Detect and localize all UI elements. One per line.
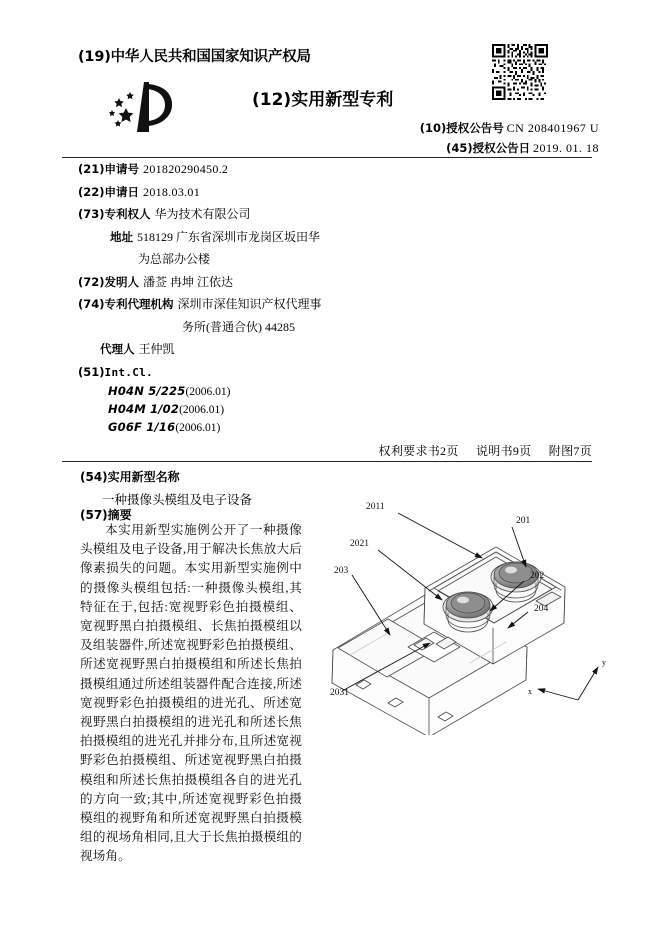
application-number-code: (21) [78, 162, 105, 176]
application-number-value: 201820290450.2 [143, 162, 229, 176]
cnipa-emblem-icon [103, 78, 179, 136]
patentee-value: 华为技术有限公司 [154, 207, 251, 221]
address-row-1 [78, 229, 498, 245]
abstract-label: 摘要 [107, 508, 132, 522]
ipc-version: (2006.01) [175, 421, 221, 434]
camera-module-figure [330, 495, 630, 735]
publication-date-line [446, 140, 599, 156]
issuing-office-line: (19)中华人民共和国国家知识产权局 [78, 49, 311, 65]
agency-row-2 [78, 319, 498, 335]
abstract-divider [62, 461, 592, 462]
title-heading-row [80, 468, 370, 485]
publication-date-code: (45) [446, 141, 473, 155]
ipc-symbol: H04M 1/02 [108, 401, 180, 416]
application-date-code: (22) [78, 184, 105, 199]
ipc-code: (51) [78, 364, 105, 379]
publication-number-code: (10) [419, 121, 447, 135]
publication-number-line [420, 120, 599, 136]
ipc-label: Int.Cl. [104, 365, 153, 379]
agency-line-2: 务所(普通合伙) 44285 [182, 319, 295, 334]
header-divider [62, 157, 592, 158]
publication-number-value: CN 208401967 U [506, 121, 599, 135]
invention-title: 一种摄像头模组及电子设备 [102, 493, 253, 507]
page-counts-line [365, 442, 592, 459]
callout-2011: 2011 [366, 502, 385, 512]
callout-204: 204 [534, 604, 549, 614]
abstract-text: 本实用新型实施例公开了一种摄像头模组及电子设备,用于解决长焦放大后像素损失的问题。本实用新型实施例中的摄像头模组包括:一种摄像头模组,其特征在于,包括:宽视野彩色拍摄模组、宽视野黑白拍摄模组、长焦拍摄模组以及组装器件,所述宽视野彩色拍摄模组、所述宽视野黑白拍摄模组和所述长焦拍摄模组通过所述组装器件配合连接,所述宽视野彩色拍摄模组的进光孔、所述宽视野黑白拍摄模组的进光孔和所述长焦拍摄模组的进光孔并排分布,且所述宽视野彩色拍摄模组、所述宽视野黑白拍摄模组和所述长焦拍摄模组各自的进光孔的方向一致;其中,所述宽视野彩色拍摄模组的视野角和所述宽视野黑白拍摄模组的视场角相同,且大于长焦拍摄模组的视场角。 [80, 523, 302, 864]
qr-code-icon [492, 44, 548, 100]
application-number-label: 申请号 [104, 162, 140, 176]
publication-date-label: 授权公告日 [472, 141, 531, 155]
agency-code: (74) [78, 297, 105, 311]
ipc-entry [78, 419, 498, 436]
address-label: 地址 [110, 229, 133, 244]
agent-row [78, 341, 498, 357]
agent-label: 代理人 [100, 342, 135, 356]
patentee-label: 专利权人 [104, 207, 151, 221]
title-block [80, 468, 370, 508]
agent-value: 王仲凯 [138, 342, 175, 356]
application-date-row [78, 184, 498, 200]
ipc-header-row [78, 364, 498, 380]
application-date-label: 申请日 [104, 184, 140, 199]
address-row-2 [78, 251, 498, 267]
abstract-code: (57) [80, 508, 108, 522]
title-code: (54) [80, 470, 108, 484]
callout-2031: 2031 [330, 688, 349, 698]
title-label: 实用新型名称 [107, 470, 180, 484]
address-line-2: 为总部办公楼 [138, 252, 211, 266]
ipc-version: (2006.01) [185, 385, 231, 398]
inventors-label: 发明人 [104, 274, 140, 289]
application-date-value: 2018.03.01 [143, 184, 201, 199]
agency-label: 专利代理机构 [104, 297, 174, 311]
patent-kind-line: (12)实用新型专利 [252, 90, 394, 110]
claims-page-count: 权利要求书2页 [378, 444, 459, 458]
agency-row-1 [78, 296, 498, 312]
agency-line-1: 深圳市深佳知识产权代理事 [177, 297, 322, 311]
callout-203: 203 [334, 566, 349, 576]
patentee-code: (73) [78, 207, 105, 221]
callout-201: 201 [516, 516, 531, 526]
callout-202: 202 [530, 571, 545, 581]
ipc-symbol: H04N 5/225 [108, 383, 186, 398]
description-page-count: 说明书9页 [475, 444, 532, 458]
inventors-code: (72) [78, 274, 105, 289]
inventors-row [78, 274, 498, 290]
drawings-page-count: 附图7页 [548, 444, 592, 458]
callout-2021: 2021 [350, 539, 369, 549]
publication-number-label: 授权公告号 [446, 121, 504, 135]
inventors-value: 潘莶 冉坤 江依达 [143, 274, 234, 289]
address-line-1: 518129 广东省深圳市龙岗区坂田华 [137, 229, 321, 244]
ipc-entry [78, 383, 498, 400]
bibliographic-block [78, 161, 498, 437]
ipc-version: (2006.01) [179, 403, 225, 416]
axis-label-y: y [602, 658, 606, 667]
application-number-row [78, 161, 498, 177]
axis-label-x: x [528, 687, 532, 696]
ipc-symbol: G06F 1/16 [108, 419, 176, 434]
ipc-entry [78, 401, 498, 418]
publication-date-value: 2019. 01. 18 [533, 141, 599, 155]
patentee-row [78, 206, 498, 222]
